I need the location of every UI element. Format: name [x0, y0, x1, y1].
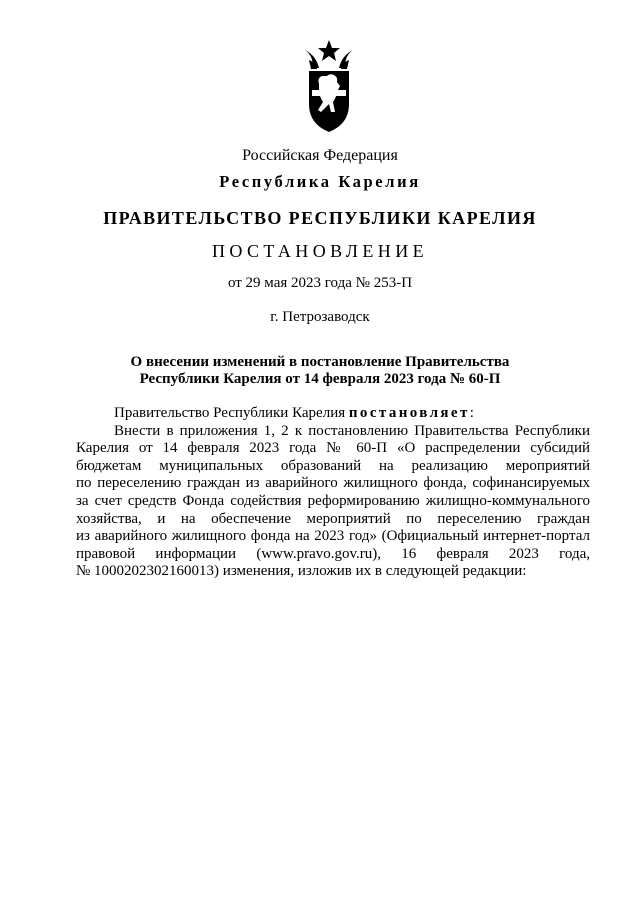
coat-of-arms-icon: [297, 38, 361, 134]
body-line: из аварийного жилищного фонда на 2023 год» (Официальный интернет-портал: [76, 528, 590, 545]
authority-title: ПРАВИТЕЛЬСТВО РЕСПУБЛИКИ КАРЕЛИЯ: [103, 208, 537, 228]
document-subject: [0, 354, 640, 388]
document-date-number: от 29 мая 2023 года № 253-П: [227, 275, 413, 291]
document-body: [76, 405, 590, 581]
body-line: за счет средств Фонда содействия реформированию жилищно-коммунального: [76, 492, 590, 509]
document-city: г. Петрозаводск: [270, 309, 370, 325]
subject-line-2: Республики Карелия от 14 февраля 2023 года № 60-П: [139, 371, 501, 387]
document-type: ПОСТАНОВЛЕНИЕ: [211, 241, 429, 261]
body-line-last: № 1000202302160013) изменения, изложив их в следующей редакции:: [76, 563, 527, 580]
intro-paragraph: [76, 405, 590, 423]
intro-end: :: [469, 405, 474, 421]
intro-verb: постановляет: [348, 405, 470, 421]
country-name: Российская Федерация: [242, 147, 398, 164]
subject-line-1: О внесении изменений в постановление Правительства: [130, 354, 510, 370]
body-line: хозяйства, и на обеспечение мероприятий по переселению граждан: [76, 510, 590, 527]
intro-text: Правительство Республики Карелия: [114, 405, 349, 421]
republic-name: Республика Карелия: [219, 172, 421, 191]
body-line: по переселению граждан из аварийного жилищного фонда, софинансируемых: [76, 475, 590, 492]
body-line: Карелия от 14 февраля 2023 года № 60-П «О распределении субсидий: [76, 440, 590, 457]
body-line: бюджетам муниципальных образований на реализацию мероприятий: [76, 457, 590, 474]
body-line: правовой информации (www.pravo.gov.ru), 16 февраля 2023 года,: [76, 545, 590, 562]
body-line: Внести в приложения 1, 2 к постановлению Правительства Республики: [114, 422, 590, 439]
